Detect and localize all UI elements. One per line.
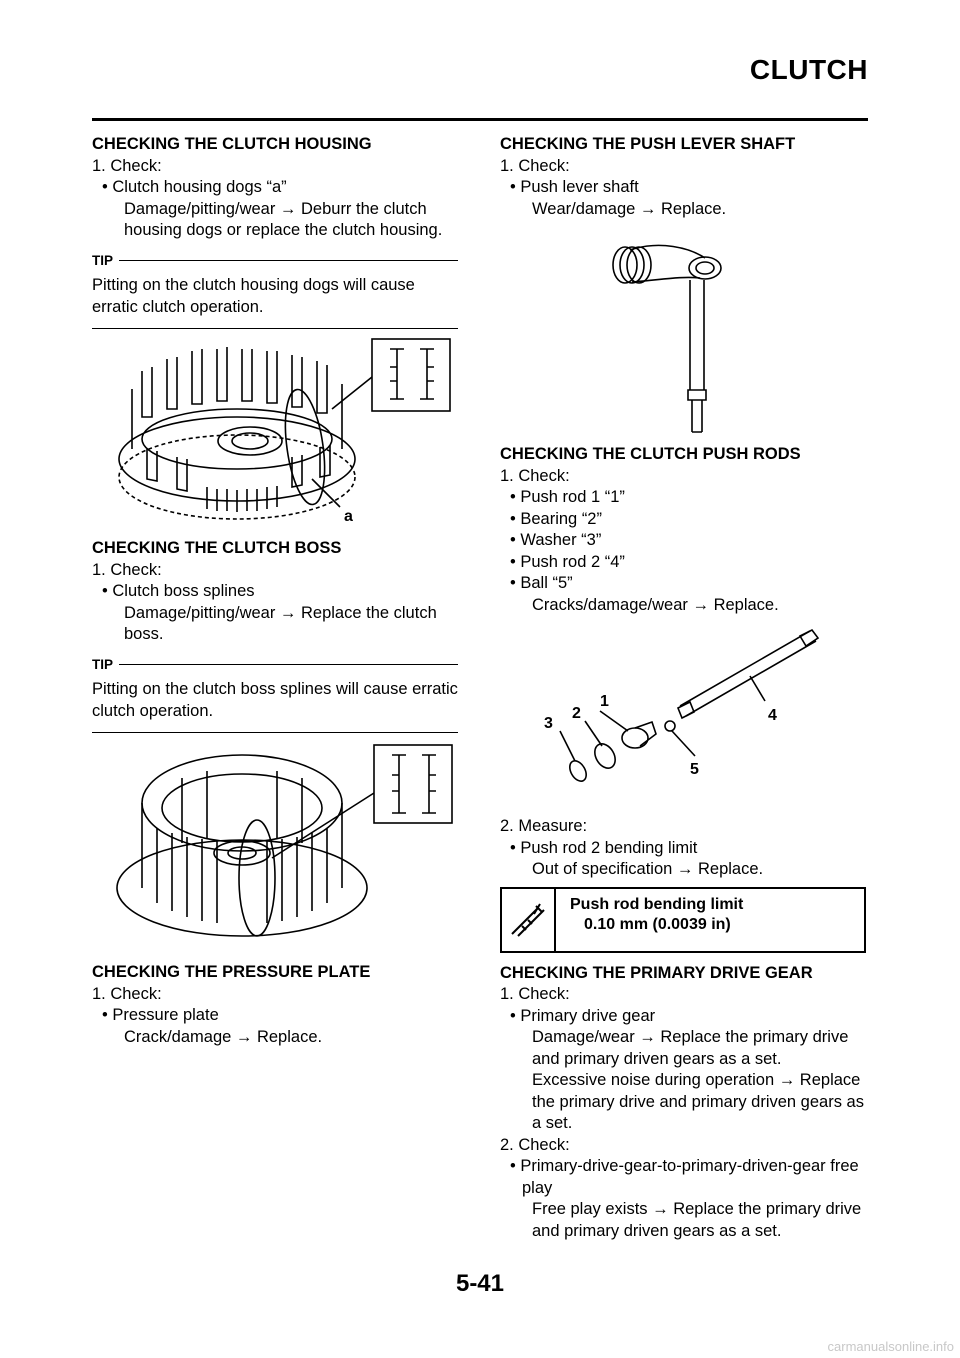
check-item: • Ball “5” [510, 574, 573, 592]
watermark: carmanualsonline.info [827, 1339, 954, 1354]
check-item: • Bearing “2” [510, 509, 602, 528]
section-heading: CHECKING THE CLUTCH PUSH RODS [500, 445, 801, 463]
push-lever-shaft-figure [500, 220, 866, 440]
right-column [500, 130, 866, 1242]
spec-value: 0.10 mm (0.0039 in) [584, 915, 731, 933]
tip-label: TIP [92, 656, 114, 672]
section-heading: CHECKING THE CLUTCH BOSS [92, 539, 342, 557]
tip-text: Pitting on the clutch boss splines will cause erratic clutch operation. [92, 680, 458, 720]
check-item: • Push rod 1 “1” [510, 488, 625, 506]
check-item: • Pressure plate [102, 1006, 219, 1024]
tip-label: TIP [92, 252, 114, 268]
push-rods-figure [500, 616, 866, 816]
step: 1. Check: [500, 466, 570, 485]
check-detail: Damage/pitting/wear → Replace the clutch boss. [124, 603, 437, 643]
section-heading: CHECKING THE PRIMARY DRIVE GEAR [500, 963, 813, 982]
tip-rule [119, 664, 458, 665]
check-detail: Cracks/damage/wear → Replace. [532, 595, 779, 614]
step: 1. Check: [500, 156, 570, 175]
tip-rule [119, 260, 458, 261]
check-detail: Wear/damage → Replace. [532, 199, 727, 218]
left-column [92, 130, 458, 1048]
section-heading: CHECKING THE PUSH LEVER SHAFT [500, 135, 796, 153]
figure-label-a: a [344, 508, 353, 525]
clutch-boss-figure [92, 733, 458, 958]
check-detail: Free play exists → Replace the primary drive and primary driven gears as a set. [532, 1200, 862, 1240]
step: 1. Check: [500, 985, 570, 1003]
tip-text: Pitting on the clutch housing dogs will cause erratic clutch operation. [92, 276, 415, 316]
section-heading: CHECKING THE PRESSURE PLATE [92, 963, 371, 981]
check-item: • Primary drive gear [510, 1006, 656, 1025]
callout-4: 4 [768, 707, 777, 724]
check-item: • Clutch housing dogs “a” [102, 178, 287, 196]
check-detail: Damage/pitting/wear → Deburr the clutch housing dogs or replace the clutch housing. [124, 199, 443, 239]
measure-item: • Push rod 2 bending limit [510, 838, 698, 857]
tip-header [92, 654, 458, 676]
check-detail: Damage/wear → Replace the primary drive and primary driven gears as a set. [532, 1028, 849, 1068]
section-heading: CHECKING THE CLUTCH HOUSING [92, 135, 372, 153]
step: 2. Check: [500, 1135, 570, 1154]
callout-5: 5 [690, 761, 699, 778]
callout-2: 2 [572, 705, 581, 722]
check-item: • Clutch boss splines [102, 582, 255, 600]
check-item: • Washer “3” [510, 531, 602, 549]
tip-header [92, 250, 458, 272]
check-detail: Crack/damage → Replace. [124, 1027, 323, 1046]
page-number: 5-41 [455, 1270, 505, 1297]
check-item: • Primary-drive-gear-to-primary-driven-gear free play [510, 1157, 859, 1197]
callout-3: 3 [544, 715, 553, 732]
step: 1. Check: [92, 156, 162, 175]
step: 1. Check: [92, 984, 162, 1003]
spec-title: Push rod bending limit [570, 895, 744, 913]
step: 2. Measure: [500, 817, 588, 835]
check-item: • Push rod 2 “4” [510, 552, 625, 571]
clutch-housing-figure [92, 329, 458, 534]
page-title: CLUTCH [749, 54, 868, 85]
measure-detail: Out of specification → Replace. [532, 860, 764, 878]
header-rule [92, 118, 868, 121]
check-item: • Push lever shaft [510, 178, 639, 196]
check-detail: Excessive noise during operation → Replace the primary drive and primary driven gears as a set. [532, 1071, 864, 1132]
spec-box [500, 887, 866, 953]
callout-1: 1 [600, 693, 609, 710]
spec-text [556, 889, 743, 951]
step: 1. Check: [92, 560, 162, 579]
caliper-icon [502, 889, 556, 951]
